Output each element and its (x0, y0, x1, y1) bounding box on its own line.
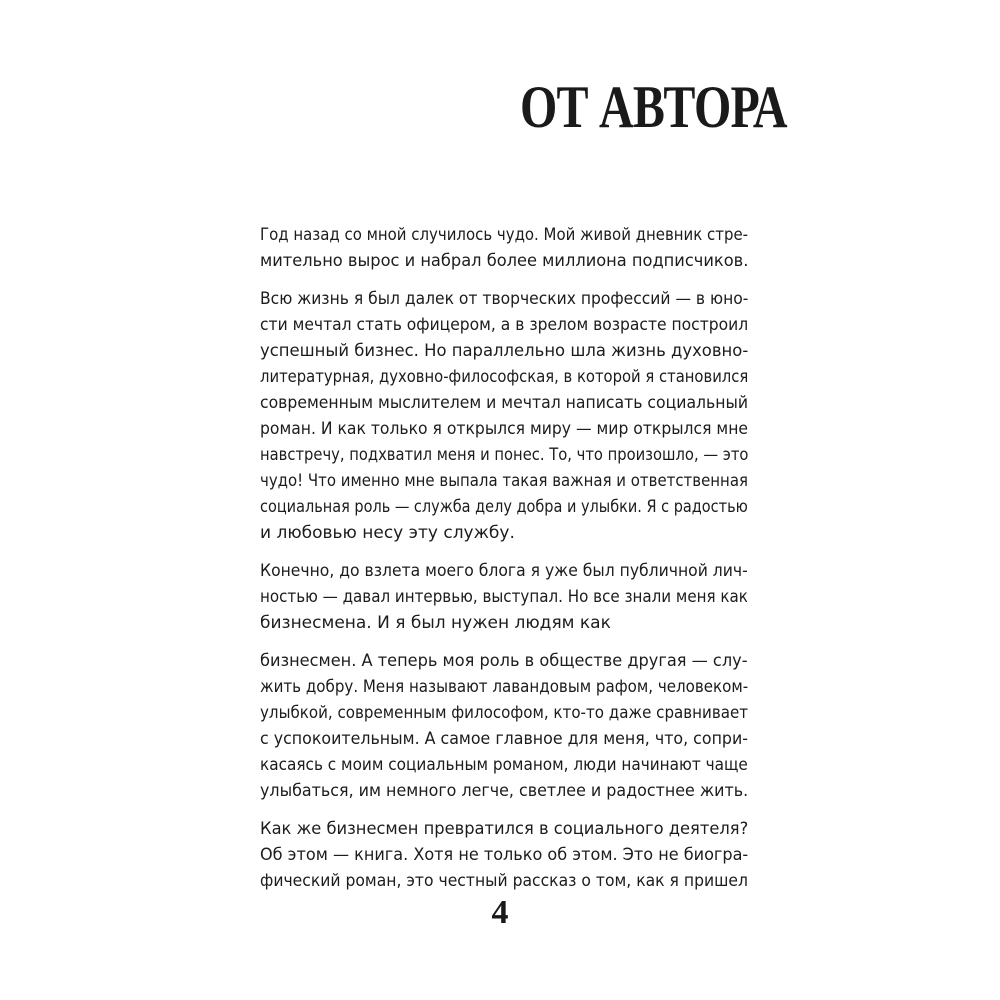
text-line: касаясь с моим социальным романом, люди начинают чаще (260, 755, 748, 775)
text-line: сти мечтал стать офицером, а в зрелом возрасте построил (260, 315, 749, 335)
text-line: литературная, духовно-философская, в которой я становился (260, 367, 749, 387)
text-line: навстречу, подхватил меня и понес. То, что произошло, — это (260, 445, 749, 465)
text-line: социальная роль — служба делу добра и улыбки. Я с радостью (260, 497, 748, 517)
text-line: Как же бизнесмен превратился в социального деятеля? (260, 819, 749, 839)
paragraph (260, 816, 748, 894)
text-line: роман. И как только я открылся миру — мир открылся мне (260, 419, 748, 439)
text-line: Конечно, до взлета моего блога я уже был публичной лич- (260, 561, 748, 581)
text-line: бизнесмена. И я был нужен людям как (260, 613, 611, 633)
text-line: успешный бизнес. Но параллельно шла жизнь духовно- (260, 341, 749, 361)
text-line: мительно вырос и набрал более миллиона подписчиков. (260, 251, 749, 271)
text-line: Всю жизнь я был далек от творческих профессий — в юно- (260, 289, 749, 309)
text-line: и любовью несу эту службу. (260, 523, 515, 543)
text-line: Об этом — книга. Хотя не только об этом. Это не биогра- (260, 845, 749, 865)
paragraph (260, 648, 748, 804)
text-line: фический роман, это честный рассказ о том, как я пришел (260, 871, 748, 891)
text-line: с успокоительным. А самое главное для меня, что, сопри- (260, 729, 748, 749)
paragraph (260, 558, 748, 636)
text-line: чудо! Что именно мне выпала такая важная и ответственная (260, 471, 748, 491)
body-text (260, 222, 748, 906)
page-number: 4 (491, 894, 509, 931)
paragraph (260, 222, 748, 274)
text-line: современным мыслителем и мечтал написать социальный (260, 393, 749, 413)
chapter-title: ОТ АВТОРА (520, 74, 787, 140)
text-line: ностью — давал интервью, выступал. Но все знали меня как (260, 587, 748, 607)
text-line: улыбкой, современным философом, кто-то даже сравнивает (260, 703, 749, 723)
text-line: бизнесмен. А теперь моя роль в обществе другая — слу- (260, 651, 748, 671)
text-line: улыбаться, им немного легче, светлее и радостнее жить. (260, 781, 749, 801)
text-line: Год назад со мной случилось чудо. Мой живой дневник стре- (260, 225, 749, 245)
text-line: жить добру. Меня называют лавандовым рафом, человеком- (260, 677, 749, 697)
paragraph (260, 286, 748, 546)
